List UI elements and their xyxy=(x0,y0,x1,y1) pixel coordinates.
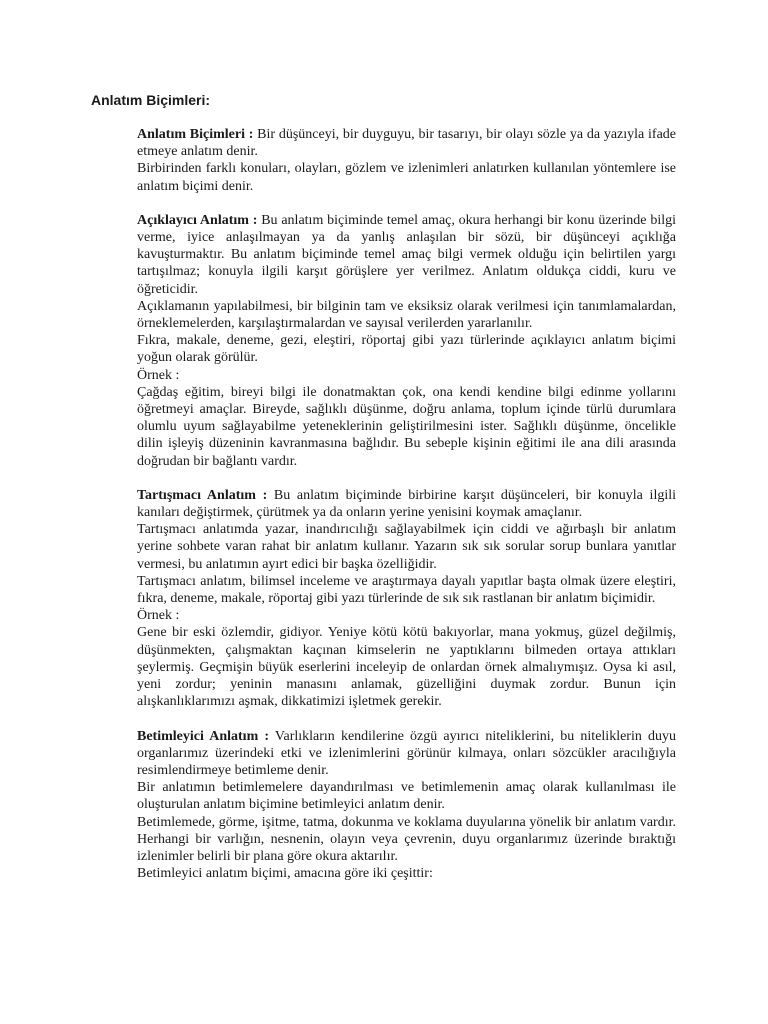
paragraph: Birbirinden farklı konuları, olayları, gözlem ve izlenimleri anlatırken kullanılan yöntemlere ise anlatım biçimi denir. xyxy=(137,161,676,194)
paragraph-text: Varlıkların kendilerine özgü ayırıcı niteliklerini, bu niteliklerin duyu organlarımız üzerindeki etki ve izlenimlerini görünür kılmaya, onları sözcükler aracılığıyla resimlendirmeye betimleme denir. xyxy=(137,728,676,778)
paragraph xyxy=(137,728,676,780)
section-aciklayici-anlatim xyxy=(137,212,676,470)
paragraph: Açıklamanın yapılabilmesi, bir bilginin tam ve eksiksiz olarak verilmesi için tanımlamalardan, örneklemelerden, karşılaştırmalardan ve sayısal verilerden yararlanılır. xyxy=(137,298,676,332)
paragraph: Tartışmacı anlatımda yazar, inandırıcılığı sağlayabilmek için ciddi ve ağırbaşlı bir anlatım yerine sohbete varan rahat bir anlatım kullanır. Yazarın sık sık sorular sorup bunlara yanıtlar vermesi, bu anlatımın ayırt edici bir başka özelliğidir. xyxy=(137,522,676,572)
page-title: Anlatım Biçimleri: xyxy=(91,92,211,108)
paragraph xyxy=(137,212,676,298)
section-anlatim-bicimleri xyxy=(137,126,676,195)
paragraph-text: Bir düşünceyi, bir duyguyu, bir tasarıyı, bir olayı sözle ya da yazıyla ifade etmeye anlatım denir. xyxy=(137,127,676,160)
section-term: Açıklayıcı Anlatım : xyxy=(137,212,258,228)
section-term: Betimleyici Anlatım : xyxy=(137,728,270,744)
paragraph: Betimlemede, görme, işitme, tatma, dokunma ve koklama duyularına yönelik bir anlatım vardır. Herhangi bir varlığın, nesnenin, olayın veya çevrenin, duyu organlarımız üzerinde bıraktığı izlenimler belirli bir plana göre okura aktarılır. xyxy=(137,814,676,864)
paragraph xyxy=(137,487,676,521)
section-term: Anlatım Biçimleri : xyxy=(137,127,254,142)
section-tartismaci-anlatim xyxy=(137,487,676,711)
section-betimleyici-anlatim xyxy=(137,728,676,883)
paragraph xyxy=(137,126,676,160)
paragraph-text: Bu anlatım biçiminde birbirine karşıt düşünceleri, bir konuyla ilgili kanıları değiştirmek, çürütmek ya da onların yerine yenisini koymak amaçlanır. xyxy=(137,487,677,521)
paragraph: Betimleyici anlatım biçimi, amacına göre iki çeşittir: xyxy=(137,866,433,882)
example-text: Çağdaş eğitim, bireyi bilgi ile donatmaktan çok, ona kendi kendine bilgi edinme yollarını öğretmeyi amaçlar. Bireyde, sağlıklı düşünme, doğru anlama, toplum içinde türlü durumlara olumlu uyum sağlayabilme yeteneklerinin geliştirilmesini ister. Sağlıklı düşünme, öncelikle dilin işleyiş düzeninin kavranmasına bağlıdır. Bu sebeple kişinin eğitimi ile ana dili arasında doğrudan bir bağlantı vardır. xyxy=(137,384,676,469)
paragraph: Tartışmacı anlatım, bilimsel inceleme ve araştırmaya dayalı yapıtlar başta olmak üzere eleştiri, fıkra, deneme, makale, röportaj gibi yazı türlerinde de sık sık rastlanan bir anlatım biçimidir. xyxy=(137,573,676,607)
document-body xyxy=(137,126,676,899)
paragraph-text: Bu anlatım biçiminde temel amaç, okura herhangi bir konu üzerinde bilgi verme, iyice anlaşılmayan ya da yanlış anlaşılan bir sözü, bir düşünceyi açıklığa kavuşturmaktır. Bu anlatım biçiminde temel amaç bilgi vermek olduğu için belirtilen yargı tartışılmaz; konuyla ilgili karşıt görüşlere yer verilmez. Anlatım oldukça ciddi, kuru ve öğreticidir. xyxy=(137,212,676,297)
section-term: Tartışmacı Anlatım : xyxy=(137,487,268,503)
paragraph: Bir anlatımın betimlemelere dayandırılması ve betimlemenin amaç olarak kullanılması ile oluşturulan anlatım biçimine betimleyici anlatım denir. xyxy=(137,780,676,813)
example-label: Örnek : xyxy=(137,608,180,624)
paragraph: Fıkra, makale, deneme, gezi, eleştiri, röportaj gibi yazı türlerinde açıklayıcı anlatım biçimi yoğun olarak görülür. xyxy=(137,333,676,366)
example-text: Gene bir eski özlemdir, gidiyor. Yeniye kötü kötü bakıyorlar, mana yokmuş, güzel değilmiş, düşünmekten, çalışmaktan kaçınan kimselerin ne yaptıklarını bilmeden ortaya attıkları şeylermiş. Geçmişin büyük eserlerini inceleyip de onlardan örnek almalıymışız. Oysa ki asıl, yeni zordur; yeninin manasını anlamak, güzelliğini duymak zordur. Bunun için alışkanlıklarımızı aşmak, dikkatimizi işletmek gerekir. xyxy=(137,625,676,710)
example-label: Örnek : xyxy=(137,367,180,383)
